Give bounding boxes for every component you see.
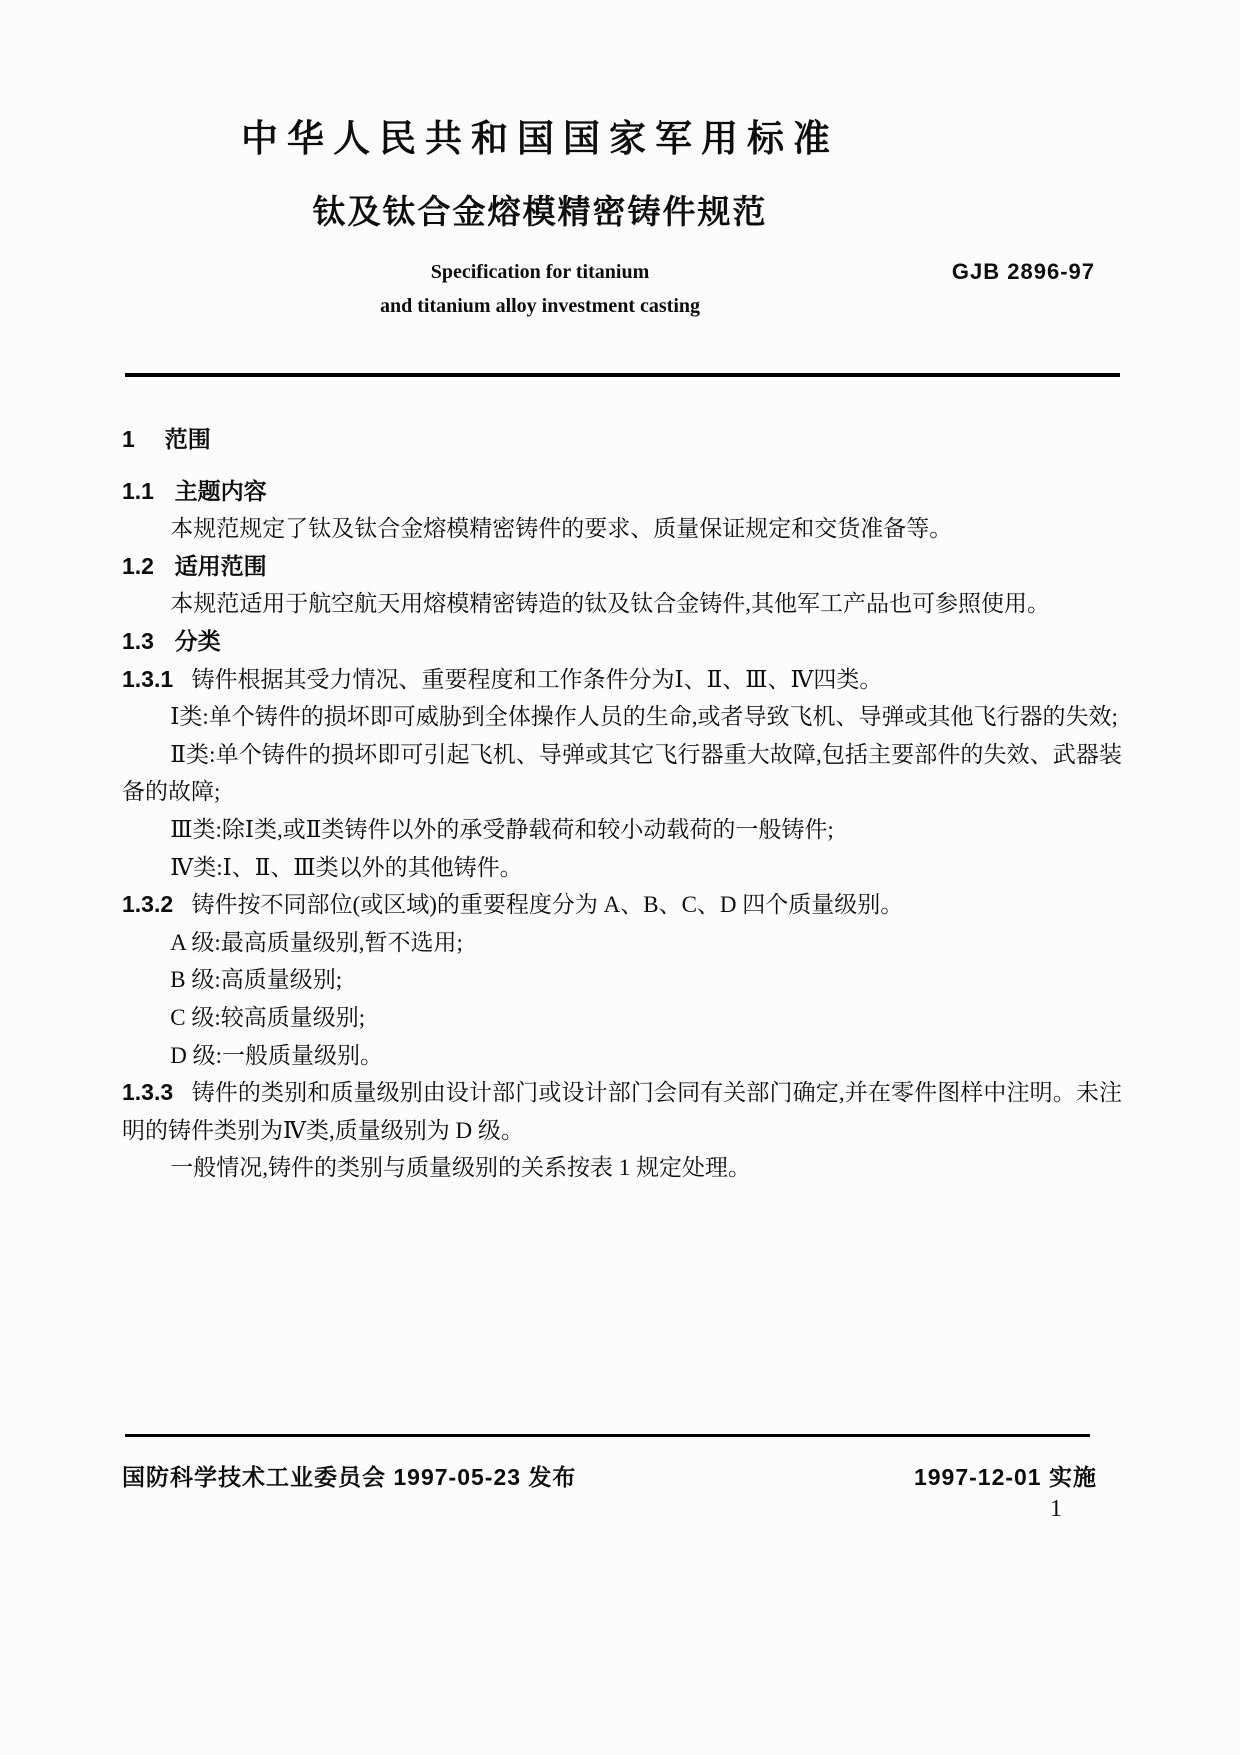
section-1-3-heading xyxy=(122,623,1122,661)
clause-1-3-2 xyxy=(122,886,1122,924)
class-iv-definition: Ⅳ类:Ⅰ、Ⅱ、Ⅲ类以外的其他铸件。 xyxy=(170,854,523,880)
document-footer xyxy=(122,1459,1097,1492)
section-1-title: 范围 xyxy=(164,426,211,452)
document-body xyxy=(122,421,1122,1187)
section-1-2-heading xyxy=(122,548,1122,586)
grade-b-definition: B 级:高质量级别; xyxy=(170,967,343,993)
document-title-en-line2: and titanium alloy investment casting xyxy=(379,295,701,317)
clause-1-3-3 xyxy=(122,1074,1122,1149)
national-standard-banner: 中华人民共和国国家军用标准 xyxy=(241,118,839,159)
clause-1-3-1 xyxy=(122,661,1122,699)
section-1-1-title: 主题内容 xyxy=(174,477,267,504)
class-i-definition: Ⅰ类:单个铸件的损坏即可威胁到全体操作人员的生命,或者导致飞机、导弹或其他飞行器的失效; xyxy=(170,704,1118,730)
clause-1-3-2-text: 铸件按不同部位(或区域)的重要程度分为 A、B、C、D 四个质量级别。 xyxy=(191,892,904,918)
header-rule xyxy=(125,373,1120,377)
document-title-en-line1: Specification for titanium xyxy=(430,261,650,283)
footer-issuer-and-release-date: 国防科学技术工业委员会 1997-05-23 发布 xyxy=(122,1464,577,1490)
clause-1-3-2-number: 1.3.2 xyxy=(122,891,174,918)
footer-effective-date: 1997-12-01 实施 xyxy=(913,1464,1097,1490)
section-1-3-number: 1.3 xyxy=(122,627,154,654)
clause-1-3-3-text: 铸件的类别和质量级别由设计部门或设计部门会同有关部门确定,并在零件图样中注明。未注明的铸件类别为Ⅳ类,质量级别为 D 级。 xyxy=(122,1080,1122,1143)
page-number: 1 xyxy=(1050,1496,1062,1522)
section-1-heading xyxy=(122,421,1122,459)
clause-1-3-3-number: 1.3.3 xyxy=(122,1079,174,1106)
grade-d-definition: D 级:一般质量级别。 xyxy=(170,1042,384,1068)
document-title-zh: 钛及钛合金熔模精密铸件规范 xyxy=(312,193,768,230)
section-1-number: 1 xyxy=(122,426,135,452)
section-1-1-heading xyxy=(122,473,1122,511)
grade-a-definition: A 级:最高质量级别,暂不选用; xyxy=(170,929,463,955)
section-1-3-title: 分类 xyxy=(174,627,221,654)
general-case-paragraph: 一般情况,铸件的类别与质量级别的关系按表 1 规定处理。 xyxy=(170,1155,752,1181)
class-ii-definition: Ⅱ类:单个铸件的损坏即可引起飞机、导弹或其它飞行器重大故障,包括主要部件的失效、武器装备的故障; xyxy=(122,741,1122,805)
document-header xyxy=(0,0,1095,323)
application-scope-paragraph: 本规范适用于航空航天用熔模精密铸造的钛及钛合金铸件,其他军工产品也可参照使用。 xyxy=(170,591,1051,617)
clause-1-3-1-number: 1.3.1 xyxy=(122,665,174,692)
class-iii-definition: Ⅲ类:除Ⅰ类,或Ⅱ类铸件以外的承受静载荷和较小动载荷的一般铸件; xyxy=(170,816,834,842)
standard-code: GJB 2896-97 xyxy=(951,259,1095,284)
subject-content-paragraph: 本规范规定了钛及钛合金熔模精密铸件的要求、质量保证规定和交货准备等。 xyxy=(170,516,953,542)
section-1-1-number: 1.1 xyxy=(122,477,154,504)
section-1-2-title: 适用范围 xyxy=(174,552,267,579)
footer-rule xyxy=(125,1434,1090,1437)
section-1-2-number: 1.2 xyxy=(122,552,154,579)
grade-c-definition: C 级:较高质量级别; xyxy=(170,1004,366,1030)
english-title-block xyxy=(0,255,1095,323)
clause-1-3-1-text: 铸件根据其受力情况、重要程度和工作条件分为Ⅰ、Ⅱ、Ⅲ、Ⅳ四类。 xyxy=(191,666,883,692)
